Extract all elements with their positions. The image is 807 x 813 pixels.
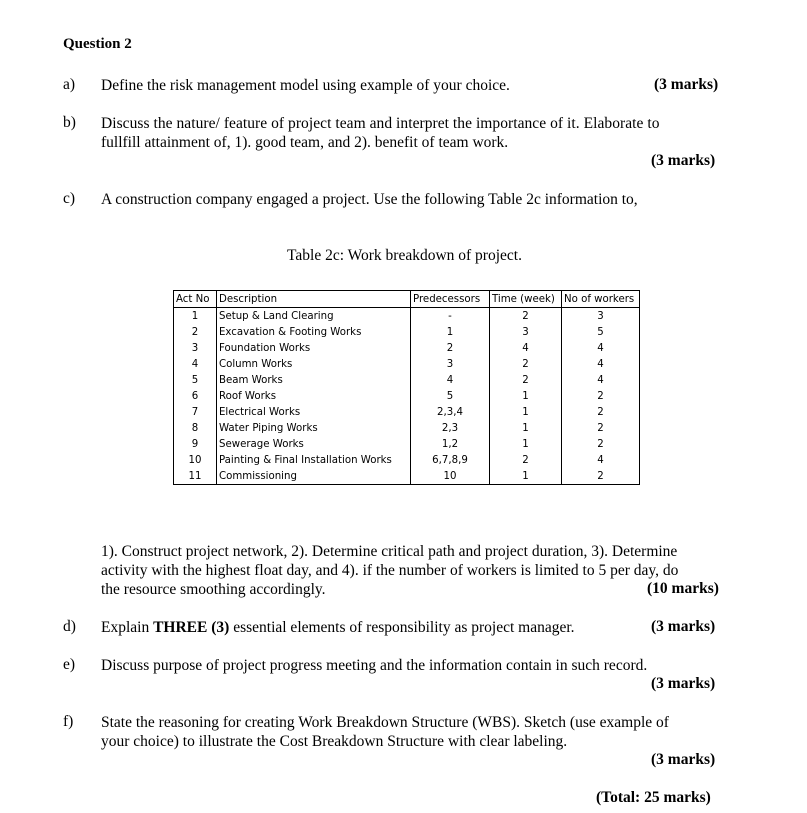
part-c-line2: activity with the highest float day, and 4). if the number of workers is limited to 5 per day, do <box>101 562 679 579</box>
part-f-line2: your choice) to illustrate the Cost Breakdown Structure with clear labeling. <box>101 733 568 750</box>
table-row <box>174 372 640 388</box>
part-c-text: A construction company engaged a project. Use the following Table 2c information to, <box>101 191 638 208</box>
cell-act-no: 1 <box>174 308 217 325</box>
cell-time: 2 <box>490 372 562 388</box>
part-f-text <box>101 713 721 751</box>
part-f-line1: State the reasoning for creating Work Breakdown Structure (WBS). Sketch (use example of <box>101 714 669 731</box>
cell-time: 1 <box>490 404 562 420</box>
cell-description: Commissioning <box>217 468 411 485</box>
cell-predecessors: 4 <box>411 372 490 388</box>
part-c-instructions <box>101 542 723 599</box>
cell-workers: 2 <box>562 436 640 452</box>
cell-predecessors: 3 <box>411 356 490 372</box>
header-act-no: Act No <box>174 291 217 308</box>
table-header-row <box>174 291 640 308</box>
table-row <box>174 468 640 485</box>
question-title: Question 2 <box>63 36 132 52</box>
work-breakdown-table <box>173 290 640 485</box>
part-d-label: d) <box>63 618 76 635</box>
header-time: Time (week) <box>490 291 562 308</box>
cell-predecessors: 2 <box>411 340 490 356</box>
cell-act-no: 11 <box>174 468 217 485</box>
table-body <box>174 308 640 485</box>
part-e-label: e) <box>63 656 76 673</box>
part-a-text: Define the risk management model using example of your choice. <box>101 77 510 94</box>
table-caption: Table 2c: Work breakdown of project. <box>287 247 522 264</box>
part-b-text <box>101 114 721 152</box>
cell-act-no: 4 <box>174 356 217 372</box>
part-c-marks: (10 marks) <box>647 580 719 597</box>
cell-time: 2 <box>490 452 562 468</box>
table-row <box>174 452 640 468</box>
part-c-line1: 1). Construct project network, 2). Determine critical path and project duration, 3). Determine <box>101 543 678 560</box>
cell-workers: 4 <box>562 372 640 388</box>
header-description: Description <box>217 291 411 308</box>
cell-workers: 4 <box>562 452 640 468</box>
part-b-line1: Discuss the nature/ feature of project team and interpret the importance of it. Elaborate to <box>101 115 660 132</box>
part-b-marks: (3 marks) <box>651 152 716 169</box>
cell-predecessors: - <box>411 308 490 325</box>
cell-predecessors: 2,3,4 <box>411 404 490 420</box>
part-d-text-post: essential elements of responsibility as project manager. <box>229 619 575 636</box>
cell-act-no: 10 <box>174 452 217 468</box>
cell-description: Foundation Works <box>217 340 411 356</box>
table-row <box>174 356 640 372</box>
cell-description: Sewerage Works <box>217 436 411 452</box>
cell-description: Excavation & Footing Works <box>217 324 411 340</box>
part-e-text: Discuss purpose of project progress meeting and the information contain in such record. <box>101 657 648 674</box>
cell-workers: 4 <box>562 356 640 372</box>
cell-workers: 2 <box>562 420 640 436</box>
cell-time: 1 <box>490 436 562 452</box>
part-a-marks: (3 marks) <box>654 76 719 93</box>
table-row <box>174 404 640 420</box>
part-f-label: f) <box>63 713 74 730</box>
part-b-label: b) <box>63 114 76 131</box>
cell-act-no: 9 <box>174 436 217 452</box>
cell-workers: 5 <box>562 324 640 340</box>
part-b-line2: fullfill attainment of, 1). good team, and 2). benefit of team work. <box>101 134 509 151</box>
part-d-text-bold: THREE (3) <box>153 619 230 636</box>
table-row <box>174 324 640 340</box>
cell-predecessors: 5 <box>411 388 490 404</box>
part-d-text <box>101 618 575 637</box>
cell-predecessors: 6,7,8,9 <box>411 452 490 468</box>
cell-workers: 3 <box>562 308 640 325</box>
cell-description: Roof Works <box>217 388 411 404</box>
cell-time: 4 <box>490 340 562 356</box>
cell-time: 1 <box>490 468 562 485</box>
table-row <box>174 436 640 452</box>
part-d-text-pre: Explain <box>101 619 154 636</box>
cell-description: Column Works <box>217 356 411 372</box>
cell-description: Beam Works <box>217 372 411 388</box>
cell-act-no: 7 <box>174 404 217 420</box>
table-row <box>174 340 640 356</box>
cell-predecessors: 10 <box>411 468 490 485</box>
part-a-label: a) <box>63 76 76 93</box>
header-predecessors: Predecessors <box>411 291 490 308</box>
cell-time: 3 <box>490 324 562 340</box>
cell-predecessors: 1 <box>411 324 490 340</box>
cell-description: Painting & Final Installation Works <box>217 452 411 468</box>
cell-time: 2 <box>490 356 562 372</box>
cell-time: 1 <box>490 388 562 404</box>
cell-time: 2 <box>490 308 562 325</box>
part-e-marks: (3 marks) <box>651 675 716 692</box>
total-marks: (Total: 25 marks) <box>596 789 711 806</box>
part-c-label: c) <box>63 190 76 207</box>
cell-act-no: 5 <box>174 372 217 388</box>
cell-description: Water Piping Works <box>217 420 411 436</box>
cell-description: Setup & Land Clearing <box>217 308 411 325</box>
part-f-marks: (3 marks) <box>651 751 716 768</box>
cell-description: Electrical Works <box>217 404 411 420</box>
cell-predecessors: 2,3 <box>411 420 490 436</box>
header-workers: No of workers <box>562 291 640 308</box>
cell-act-no: 3 <box>174 340 217 356</box>
part-c-line3: the resource smoothing accordingly. <box>101 581 326 598</box>
cell-time: 1 <box>490 420 562 436</box>
table-row <box>174 388 640 404</box>
part-d-marks: (3 marks) <box>651 618 716 635</box>
table-row <box>174 308 640 325</box>
cell-act-no: 6 <box>174 388 217 404</box>
cell-workers: 4 <box>562 340 640 356</box>
cell-workers: 2 <box>562 468 640 485</box>
cell-act-no: 2 <box>174 324 217 340</box>
cell-act-no: 8 <box>174 420 217 436</box>
cell-workers: 2 <box>562 388 640 404</box>
table-row <box>174 420 640 436</box>
cell-predecessors: 1,2 <box>411 436 490 452</box>
cell-workers: 2 <box>562 404 640 420</box>
